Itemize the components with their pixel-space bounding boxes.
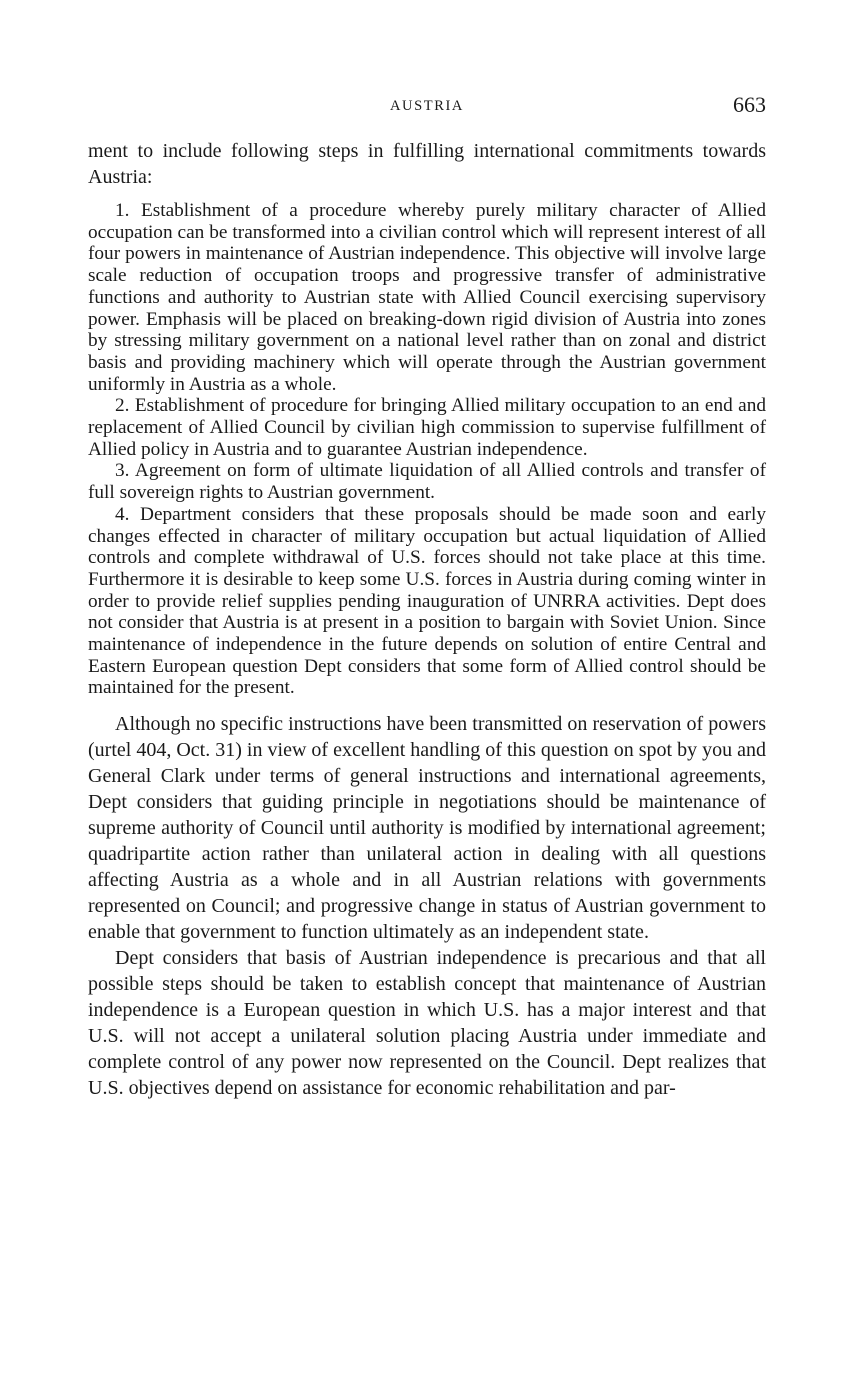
page-header <box>88 88 766 128</box>
document-page <box>88 88 766 1101</box>
body-paragraph-2: Dept considers that basis of Austrian independence is precarious and that all possible steps should be taken to establish concept that maintenance of Austrian independence is a European question in which U.S. has a major interest and that U.S. will not accept a unilateral solution placing Austria under immediate and complete control of any power now represented on the Council. Dept realizes that U.S. objectives depend on assistance for economic rehabilitation and par- <box>88 947 766 1100</box>
running-head: AUSTRIA <box>389 98 465 114</box>
intro-paragraph: ment to include following steps in fulfilling international commitments towards Austria: <box>88 140 766 188</box>
body-paragraph-1: Although no specific instructions have been transmitted on reservation of powers (urtel 404, Oct. 31) in view of excellent handling of this question on spot by you and General Clark under terms of general instructions and international agreements, Dept considers that guiding principle in negotiations should be maintenance of supreme authority of Council until authority is modified by international agreement; quadripartite action rather than unilateral action in dealing with all questions affecting Austria as a whole and in all Austrian relations with governments represented on Council; and progressive change in status of Austrian government to enable that government to function ultimately as an independent state. <box>88 713 766 944</box>
section-gap <box>88 699 766 711</box>
list-item-2: 2. Establishment of procedure for bringing Allied military occupation to an end and replacement of Allied Council by civilian high commission to supervise fulfillment of Allied policy in Austria and to guarantee Austrian independence. <box>88 395 766 460</box>
list-item-4: 4. Department considers that these proposals should be made soon and early changes effected in character of military occupation but actual liquidation of Allied controls and complete withdrawal of U.S. forces should not take place at this time. Furthermore it is desirable to keep some U.S. forces in Austria during coming winter in order to provide relief supplies pending inauguration of UNRRA activities. Dept does not consider that Austria is at present in a position to bargain with Soviet Union. Since maintenance of independence in the future depends on solution of entire Central and Eastern European question Dept considers that some form of Allied control should be maintained for the present. <box>88 503 766 699</box>
list-item-1: 1. Establishment of a procedure whereby purely military character of Allied occupation can be transformed into a civilian control which will represent interest of all four powers in maintenance of Austrian independence. This objective will involve large scale reduction of occupation troops and progressive transfer of administrative functions and authority to Austrian state with Allied Council exercising supervisory power. Emphasis will be placed on breaking-down rigid division of Austria into zones by stressing military government on a national level rather than on zonal and district basis and providing machinery which will operate through the Austrian government uniformly in Austria as a whole. <box>88 200 766 395</box>
numbered-list <box>88 200 766 699</box>
page-number: 663 <box>733 92 766 117</box>
list-item-3: 3. Agreement on form of ultimate liquidation of all Allied controls and transfer of full sovereign rights to Austrian government. <box>88 460 766 504</box>
